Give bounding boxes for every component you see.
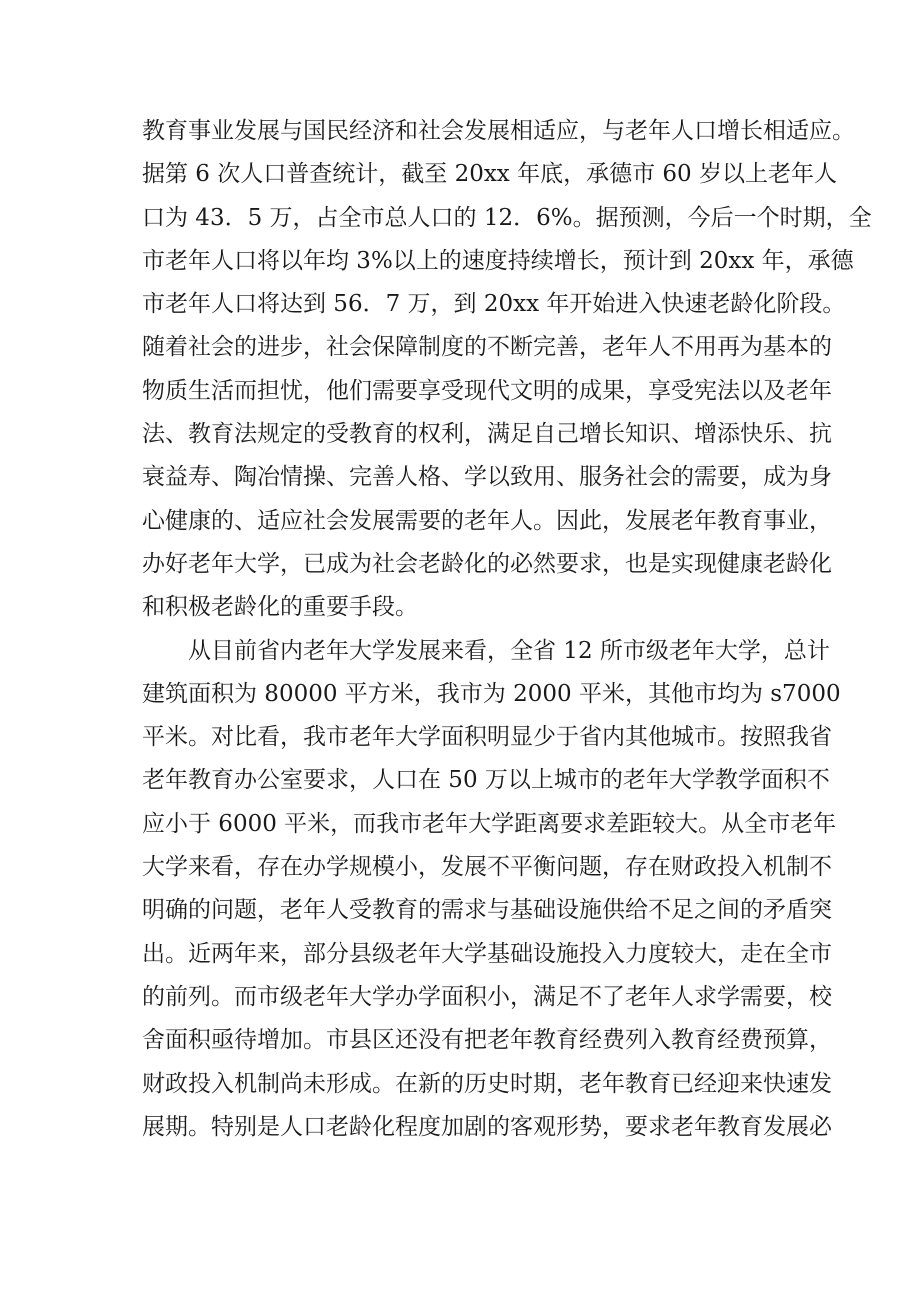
text-line: 平米。对比看，我市老年大学面积明显少于省内其他城市。按照我省 (142, 724, 832, 751)
text-line: 据第 6 次人口普查统计，截至 20xx 年底，承德市 60 岁以上老年人 (142, 161, 837, 188)
text-line: 心健康的、适应社会发展需要的老年人。因此，发展老年教育事业， (142, 507, 832, 534)
text-line: 市老年人口将达到 56．7 万，到 20xx 年开始进入快速老龄化阶段。 (142, 291, 846, 318)
text-line: 和积极老龄化的重要手段。 (142, 594, 418, 621)
text-line: 衰益寿、陶冶情操、完善人格、学以致用、服务社会的需要，成为身 (142, 464, 832, 491)
text-line: 展期。特别是人口老龄化程度加剧的客观形势，要求老年教育发展必 (142, 1113, 832, 1140)
text-line: 随着社会的进步，社会保障制度的不断完善，老年人不用再为基本的 (142, 334, 832, 361)
text-line: 舍面积亟待增加。市县区还没有把老年教育经费列入教育经费预算， (142, 1027, 832, 1054)
text-line: 老年教育办公室要求，人口在 50 万以上城市的老年大学教学面积不 (142, 767, 830, 794)
paragraph-2 (142, 630, 841, 1150)
text-line: 建筑面积为 80000 平方米，我市为 2000 平米，其他市均为 s7000 (142, 680, 841, 707)
text-line: 出。近两年来，部分县级老年大学基础设施投入力度较大，走在全市 (142, 940, 832, 967)
text-line: 办好老年大学，已成为社会老龄化的必然要求，也是实现健康老龄化 (142, 550, 832, 577)
text-line: 法、教育法规定的受教育的权利，满足自己增长知识、增添快乐、抗 (142, 421, 832, 448)
text-line: 市老年人口将以年均 3%以上的速度持续增长，预计到 20xx 年，承德 (142, 247, 854, 274)
text-line: 口为 43．5 万，占全市总人口的 12．6%。据预测，今后一个时期，全 (142, 204, 872, 231)
text-line: 从目前省内老年大学发展来看，全省 12 所市级老年大学，总计 (188, 637, 830, 664)
text-line: 大学来看，存在办学规模小，发展不平衡问题，存在财政投入机制不 (142, 854, 832, 881)
text-line: 应小于 6000 平米，而我市老年大学距离要求差距较大。从全市老年 (142, 810, 837, 837)
paragraph-1 (142, 110, 872, 630)
text-line: 教育事业发展与国民经济和社会发展相适应，与老年人口增长相适应。 (142, 118, 855, 144)
document-body (142, 110, 872, 1149)
text-line: 财政投入机制尚未形成。在新的历史时期，老年教育已经迎来快速发 (142, 1070, 832, 1097)
text-line: 明确的问题，老年人受教育的需求与基础设施供给不足之间的矛盾突 (142, 897, 832, 924)
text-line: 的前列。而市级老年大学办学面积小，满足不了老年人求学需要，校 (142, 983, 832, 1010)
text-line: 物质生活而担忧，他们需要享受现代文明的成果，享受宪法以及老年 (142, 377, 832, 404)
